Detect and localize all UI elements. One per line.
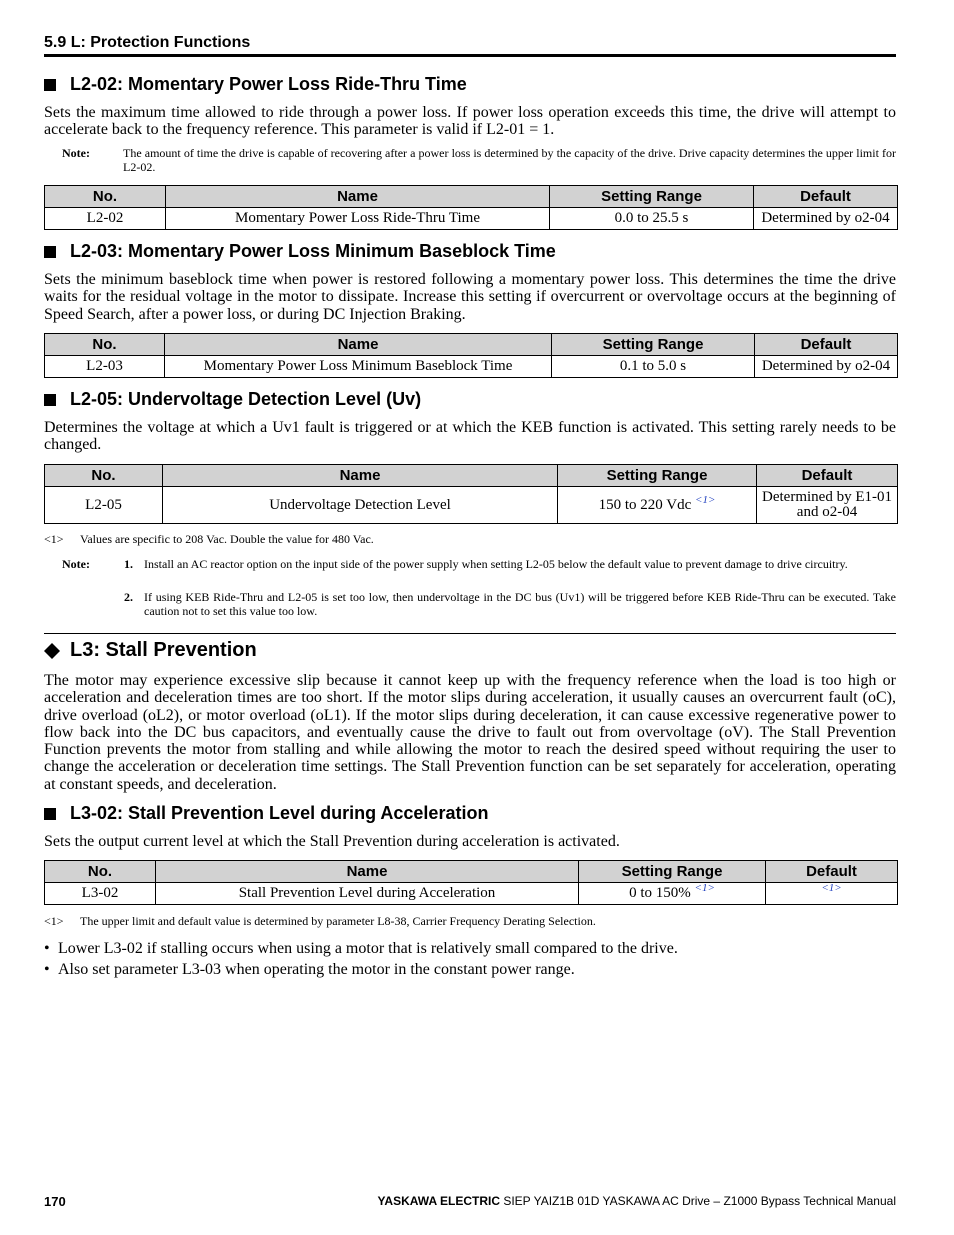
heading-text: L2-05: Undervoltage Detection Level (Uv) [70,389,422,409]
list-item [44,940,678,958]
heading-text: L3-02: Stall Prevention Level during Acceleration [70,803,489,823]
cell-range: 0.0 to 25.5 s [550,208,754,230]
col-header-no: No. [45,861,156,883]
square-bullet-icon [44,246,56,258]
default-line-2: and o2-04 [796,504,858,520]
heading-text: L3: Stall Prevention [70,639,257,661]
table-header-row [45,334,898,356]
param-table-l2-02 [44,185,898,230]
cell-default: Determined by o2-04 [755,356,898,378]
list-item [44,961,575,979]
footnote-l3-02 [44,914,896,928]
col-header-range: Setting Range [558,465,757,487]
cell-name: Momentary Power Loss Minimum Baseblock Time [165,356,552,378]
cell-default: Determined by o2-04 [754,208,898,230]
col-header-name: Name [166,186,550,208]
bullet-dot-icon: • [44,961,50,978]
section-divider [44,633,896,634]
col-header-range: Setting Range [552,334,755,356]
paragraph-l2-03: Sets the minimum baseblock time when power is restored following a momentary power loss. This determines the time the drive waits for the residual voltage in the motor to dissipate. Increase this setting if overcurrent or overvoltage occurs at the beginning of Speed Search, after a power loss, or during DC Injection Braking. [44,271,896,323]
range-text: 150 to 220 Vdc [598,496,692,513]
cell-name: Momentary Power Loss Ride-Thru Time [166,208,550,230]
col-header-name: Name [165,334,552,356]
table-header-row [45,465,898,487]
paragraph-l2-05: Determines the voltage at which a Uv1 fault is triggered or at which the KEB function is activated. This setting rarely needs to be changed. [44,419,896,454]
square-bullet-icon [44,79,56,91]
col-header-range: Setting Range [579,861,766,883]
cell-no: L2-02 [45,208,166,230]
cell-name: Undervoltage Detection Level [163,487,558,524]
note-item: Install an AC reactor option on the input side of the power supply when setting L2-05 below the default value to prevent damage to drive circuitry. [144,557,848,571]
table-row [45,208,898,230]
note-number: 1. [124,557,133,571]
col-header-default: Default [766,861,898,883]
cell-range: 0.1 to 5.0 s [552,356,755,378]
cell-no: L2-05 [45,487,163,524]
footnote-l2-05 [44,532,896,546]
cell-range [558,487,757,524]
paragraph-l3: The motor may experience excessive slip because it cannot keep up with the frequency reference when the load is too high or acceleration and deceleration times are too short. If the motor slips during acceleration, it usually causes an overcurrent fault (oC), drive overload (oL2), or motor overload (oL1). If the motor slips during deceleration, it can cause excessive regenerative power to flow back into the DC bus capacitors, and eventually cause the drive to fault out from overvoltage (oV). The Stall Prevention Function prevents the motor from stalling and while allowing the motor to reach the desired speed without requiring the user to change the acceleration or deceleration time settings. The Stall Prevention function can be set separately for acceleration, operating at constant speeds, and deceleration. [44,672,896,793]
cell-range [579,883,766,905]
square-bullet-icon [44,808,56,820]
footnote-tag: <1> [44,914,64,928]
cell-no: L3-02 [45,883,156,905]
note-number: 2. [124,590,133,604]
list-item-text: Also set parameter L3-03 when operating the motor in the constant power range. [58,961,575,978]
table-row [45,487,898,524]
footnote-ref-link[interactable]: <1> [821,882,842,894]
col-header-name: Name [156,861,579,883]
default-line-1: Determined by E1-01 [762,489,892,505]
table-row [45,883,898,905]
col-header-no: No. [45,334,165,356]
param-table-l3-02 [44,860,898,905]
header-divider [44,54,896,57]
table-header-row [45,861,898,883]
note-label: Note: [62,146,90,160]
col-header-no: No. [45,465,163,487]
heading-text: L2-03: Momentary Power Loss Minimum Baseblock Time [70,241,556,261]
table-header-row [45,186,898,208]
col-header-name: Name [163,465,558,487]
footnote-ref-link[interactable]: <1> [695,493,716,506]
cell-no: L2-03 [45,356,165,378]
footer-doc-title: SIEP YAIZ1B 01D YASKAWA AC Drive – Z1000 Bypass Technical Manual [503,1194,896,1208]
cell-name: Stall Prevention Level during Acceleration [156,883,579,905]
param-table-l2-05 [44,464,898,524]
note-item: If using KEB Ride-Thru and L2-05 is set too low, then undervoltage in the DC bus (Uv1) will be triggered before KEB Ride-Thru can be executed. Take caution not to set this value too low. [144,590,896,618]
range-text: 0 to 150% [629,885,691,901]
note-label: Note: [62,557,90,571]
diamond-bullet-icon [44,643,60,659]
page-number: 170 [44,1194,66,1209]
footnote-text: Values are specific to 208 Vac. Double the value for 480 Vac. [80,532,374,546]
col-header-default: Default [755,334,898,356]
cell-default [757,487,898,524]
bullet-dot-icon: • [44,940,50,957]
col-header-default: Default [757,465,898,487]
footer-doc-info [378,1194,896,1208]
footer-brand: YASKAWA ELECTRIC [377,1194,500,1208]
heading-l3-02 [44,803,488,824]
note-text: The amount of time the drive is capable of recovering after a power loss is determined by the capacity of the drive. Drive capacity determines the upper limit for L2-02. [123,146,896,174]
list-item-text: Lower L3-02 if stalling occurs when using a motor that is relatively small compared to the drive. [58,940,678,957]
param-table-l2-03 [44,333,898,378]
footnote-ref-link[interactable]: <1> [694,882,715,894]
cell-default [766,883,898,905]
col-header-no: No. [45,186,166,208]
paragraph-l3-02: Sets the output current level at which the Stall Prevention during acceleration is activated. [44,833,620,850]
paragraph-l2-02: Sets the maximum time allowed to ride through a power loss. If power loss operation exceeds this time, the drive will attempt to accelerate back to the frequency reference. This parameter is valid if L2-01 = 1. [44,104,896,139]
heading-text: L2-02: Momentary Power Loss Ride-Thru Time [70,74,467,94]
heading-l3 [44,639,257,662]
footnote-tag: <1> [44,532,64,546]
heading-l2-05 [44,389,421,410]
square-bullet-icon [44,394,56,406]
col-header-range: Setting Range [550,186,754,208]
heading-l2-03 [44,241,556,262]
footnote-text: The upper limit and default value is determined by parameter L8-38, Carrier Frequency Derating Selection. [80,914,596,928]
table-row [45,356,898,378]
col-header-default: Default [754,186,898,208]
heading-l2-02 [44,74,467,95]
section-header: 5.9 L: Protection Functions [44,34,251,51]
